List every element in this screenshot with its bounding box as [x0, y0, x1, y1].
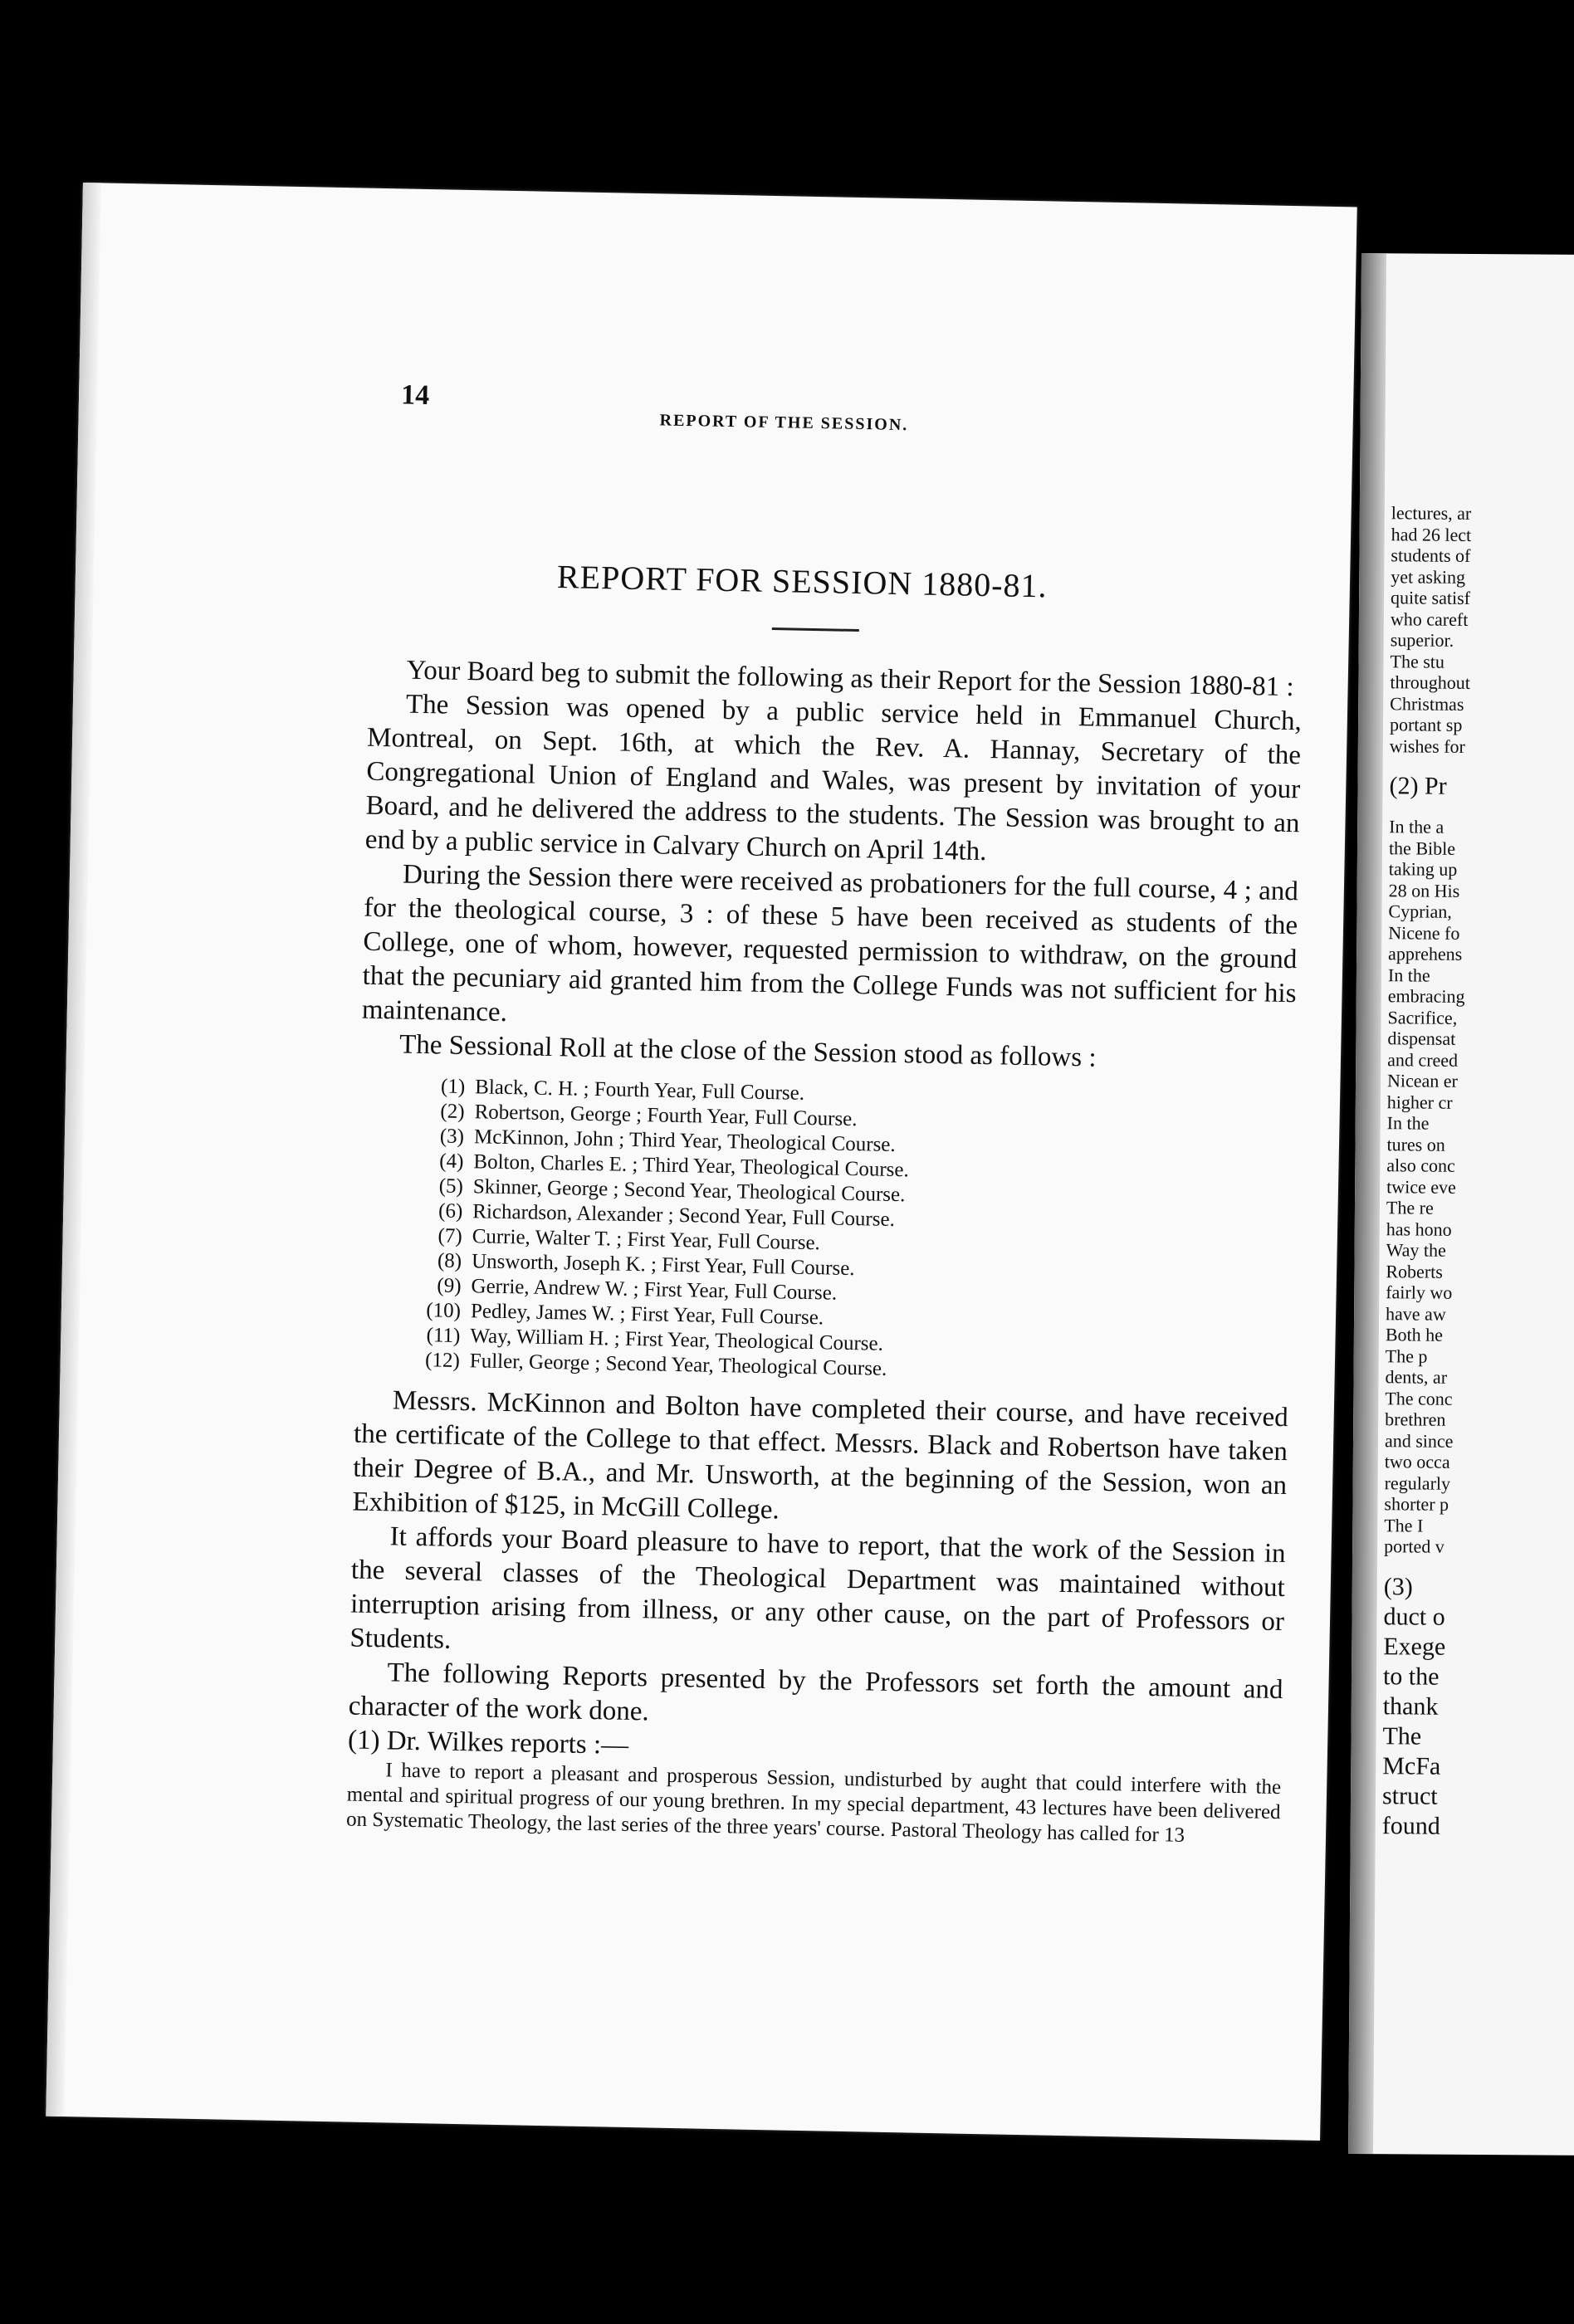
right-line: who careft — [1390, 608, 1469, 630]
roll-text: Skinner, George ; Second Year, Theological Course. — [472, 1175, 906, 1207]
report-heading: (1) Dr. Wilkes reports :— — [347, 1725, 629, 1760]
roll-text: Pedley, James W. ; First Year, Full Course. — [470, 1300, 824, 1330]
paragraph: The Session was opened by a public service held in Emmanuel Church, Montreal, on Sept. 16th, at which the Rev. A. Hannay, Secretary of the Congregational Union of England and Wales, was present by invitation of your Board, and he delivered the address to the students. The Session was brought to an end by a public service in Calvary Church on April 14th. — [364, 689, 1303, 867]
right-line: Both he — [1385, 1324, 1444, 1345]
right-line: Nicean er — [1386, 1070, 1459, 1091]
roll-number: (11) — [426, 1324, 461, 1347]
page-title: REPORT FOR SESSION 1880-81. — [556, 558, 1048, 605]
roll-text: Black, C. H. ; Fourth Year, Full Course. — [474, 1076, 805, 1105]
right-line: had 26 lect — [1391, 523, 1472, 545]
right-line: quite satisf — [1391, 587, 1471, 608]
right-page-text — [1382, 502, 1574, 1843]
roll-text: Way, William H. ; First Year, Theological Course. — [470, 1325, 884, 1355]
right-line: dispensat — [1387, 1028, 1456, 1049]
right-line: apprehens — [1388, 943, 1463, 964]
paragraph: It affords your Board pleasure to have to report, that the work of the Session in the several classes of the Theological Department was maintained without interruption arising from illness, or any other cause, on the part of Professors or Students. — [350, 1521, 1286, 1655]
right-line: tures on — [1386, 1133, 1445, 1155]
roll-number: (10) — [426, 1299, 462, 1322]
right-line: Way the — [1386, 1239, 1446, 1261]
right-line: also conc — [1386, 1155, 1455, 1176]
right-line: and creed — [1387, 1048, 1459, 1071]
right-line: brethren — [1385, 1409, 1446, 1430]
right-line: Christmas — [1390, 692, 1464, 715]
roll-number: (12) — [424, 1349, 461, 1372]
paragraph: The Sessional Roll at the close of the Session stood as follows : — [398, 1029, 1097, 1073]
right-line-large: to the — [1382, 1662, 1440, 1691]
roll-number: (3) — [439, 1125, 465, 1149]
roll-number: (2) — [440, 1100, 465, 1124]
right-line: In the a — [1389, 816, 1444, 837]
right-line: has hono — [1386, 1218, 1452, 1240]
right-line: students of — [1391, 544, 1471, 566]
page-gutter-shadow — [1348, 253, 1386, 2154]
roll-number: (5) — [438, 1174, 464, 1199]
roll-number: (6) — [437, 1199, 463, 1223]
right-line: Roberts — [1386, 1260, 1443, 1282]
running-head: REPORT OF THE SESSION. — [659, 411, 909, 435]
right-line: taking up — [1388, 858, 1458, 880]
roll-number: (7) — [437, 1224, 462, 1247]
right-page — [1348, 253, 1574, 2156]
right-line-large: thank — [1382, 1692, 1439, 1721]
right-line-large: McFa — [1382, 1751, 1441, 1780]
right-line: twice eve — [1386, 1175, 1456, 1198]
roll-text: Gerrie, Andrew W. ; First Year, Full Course. — [471, 1275, 838, 1305]
right-line: and since — [1384, 1429, 1454, 1452]
right-line: In the — [1387, 964, 1430, 986]
right-line: wishes for — [1389, 735, 1465, 757]
right-line-large: found — [1381, 1811, 1440, 1840]
right-line-large: (3) — [1383, 1572, 1413, 1600]
right-line: The conc — [1385, 1387, 1453, 1409]
right-line: The p — [1385, 1345, 1428, 1367]
title-rule — [772, 627, 859, 632]
paragraph: Your Board beg to submit the following as their Report for the Session 1880-81 : — [406, 655, 1295, 703]
right-line-large: struct — [1381, 1781, 1438, 1810]
roll-text: Fuller, George ; Second Year, Theological Course. — [469, 1350, 887, 1380]
roll-text: Currie, Walter T. ; First Year, Full Course. — [472, 1225, 821, 1255]
right-line: 28 on His — [1388, 879, 1460, 901]
right-line: shorter p — [1384, 1493, 1449, 1515]
right-line: Sacrifice, — [1387, 1006, 1458, 1028]
right-line: the Bible — [1388, 837, 1456, 859]
roll-text: McKinnon, John ; Third Year, Theological Course. — [473, 1125, 896, 1156]
roll-number: (9) — [437, 1274, 462, 1297]
right-line: fairly wo — [1386, 1282, 1453, 1303]
right-line: portant sp — [1389, 714, 1463, 735]
roll-text: Richardson, Alexander ; Second Year, Full Course. — [472, 1200, 896, 1231]
right-line: yet asking — [1391, 565, 1466, 588]
roll-text: Unsworth, Joseph K. ; First Year, Full Course. — [471, 1250, 855, 1281]
paragraph: During the Session there were received as probationers for the full course, 4 ; and for the theological course, 3 : of these 5 have been received as students of the College, one of whom, however, requested permission to withdraw, on the ground that the pecuniary aid granted him from the College Funds was not sufficient for his maintenance. — [361, 859, 1299, 1028]
right-section-heading: (2) Pr — [1389, 772, 1447, 800]
roll-text: Robertson, George ; Fourth Year, Full Course. — [474, 1101, 858, 1131]
paragraph: Messrs. McKinnon and Bolton have completed their course, and have received the certificate of the College to that effect. Messrs. Black and Robertson have taken their Degree of B.A., and Mr. Unsworth, at the beginning of the Session, won an Exhibition of $125, in McGill College. — [352, 1385, 1289, 1526]
paragraph: The following Reports presented by the Professors set forth the amount and character of the work done. — [348, 1658, 1283, 1727]
right-line: ported v — [1384, 1536, 1444, 1557]
right-line-large: duct o — [1383, 1602, 1445, 1631]
right-line: Nicene fo — [1388, 921, 1460, 944]
right-line: higher cr — [1386, 1091, 1453, 1113]
right-line: regularly — [1384, 1472, 1451, 1494]
right-line: have aw — [1385, 1302, 1446, 1325]
right-line: throughout — [1390, 671, 1471, 693]
right-line: dents, ar — [1385, 1366, 1448, 1388]
right-line: embracing — [1387, 985, 1465, 1007]
roll-number: (8) — [437, 1249, 462, 1272]
roll-number: (1) — [440, 1075, 466, 1099]
sessional-roll — [422, 1074, 1295, 1389]
right-line: The I — [1384, 1514, 1424, 1536]
right-line-large: Exege — [1383, 1632, 1446, 1661]
right-line: The stu — [1390, 650, 1445, 672]
report-body — [346, 653, 1303, 1850]
roll-text: Bolton, Charles E. ; Third Year, Theological Course. — [473, 1150, 910, 1182]
right-line: In the — [1386, 1112, 1430, 1134]
right-line: two occa — [1384, 1451, 1450, 1472]
page-number: 14 — [400, 379, 430, 412]
right-line: The re — [1386, 1197, 1434, 1218]
left-page-content — [46, 183, 1356, 2141]
roll-number: (4) — [439, 1150, 464, 1174]
report-quote: I have to report a pleasant and prosperous Session, undisturbed by aught that could interfere with the mental and spiritual progress of our young brethren. In my special department, 43 lectures have been delivered on Systematic Theology, the last series of the three years' course. Pastoral Theology has called for 13 — [345, 1759, 1282, 1847]
right-line: lectures, ar — [1391, 502, 1472, 524]
right-line: superior. — [1390, 629, 1454, 651]
right-line-large: The — [1382, 1721, 1422, 1750]
right-line: Cyprian, — [1388, 901, 1452, 922]
